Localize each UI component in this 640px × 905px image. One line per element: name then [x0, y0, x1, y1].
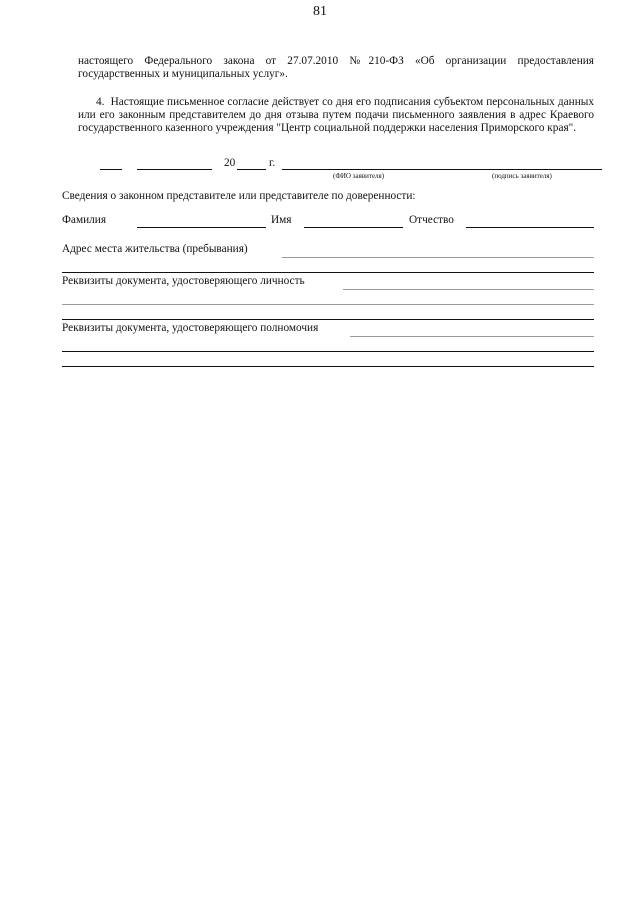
day-field[interactable]	[100, 157, 122, 170]
year-prefix: 20	[224, 157, 236, 169]
authority-doc-field-line-3[interactable]	[62, 366, 594, 367]
address-field-line-2[interactable]	[62, 272, 594, 273]
signature-row	[0, 157, 640, 185]
address-label: Адрес места жительства (пребывания)	[62, 243, 248, 255]
address-field[interactable]	[282, 257, 594, 258]
identity-doc-field-line-2[interactable]	[62, 304, 594, 305]
month-field[interactable]	[137, 157, 212, 170]
patronymic-label: Отчество	[409, 214, 454, 226]
paragraph-text: Настоящие письменное согласие действует со дня его подписания субъектом персональных данных или его законным представителем до дня отзыва путем подачи письменного заявления в адрес Краевого государственного казенного учреждения "Центр социальной поддержки населения Приморского края".	[78, 96, 594, 134]
year-suffix: г.	[269, 157, 276, 169]
identity-doc-field[interactable]	[343, 289, 594, 290]
paragraph-consent-validity	[78, 96, 594, 135]
year-field[interactable]	[237, 157, 266, 170]
paragraph-federal-law: настоящего Федерального закона от 27.07.2010 №210-ФЗ «Об организации предоставления государственных и муниципальных услуг».	[78, 55, 594, 80]
fio-signature-field[interactable]	[282, 157, 602, 170]
identity-doc-label: Реквизиты документа, удостоверяющего личность	[62, 275, 305, 287]
patronymic-field[interactable]	[466, 227, 594, 228]
paragraph-number: 4.	[96, 96, 105, 108]
authority-doc-field[interactable]	[350, 336, 594, 337]
surname-label: Фамилия	[62, 214, 107, 226]
name-label: Имя	[271, 214, 292, 226]
caption-signature: (подпись заявителя)	[492, 172, 552, 180]
page-number: 81	[313, 4, 327, 19]
authority-doc-field-line-2[interactable]	[62, 351, 594, 352]
authority-doc-label: Реквизиты документа, удостоверяющего полномочия	[62, 322, 319, 334]
caption-fio: (ФИО заявителя)	[333, 172, 385, 180]
surname-field[interactable]	[137, 227, 266, 228]
identity-doc-field-line-3[interactable]	[62, 319, 594, 320]
representative-section-title: Сведения о законном представителе или представителе по доверенности:	[62, 190, 416, 202]
name-field[interactable]	[304, 227, 403, 228]
